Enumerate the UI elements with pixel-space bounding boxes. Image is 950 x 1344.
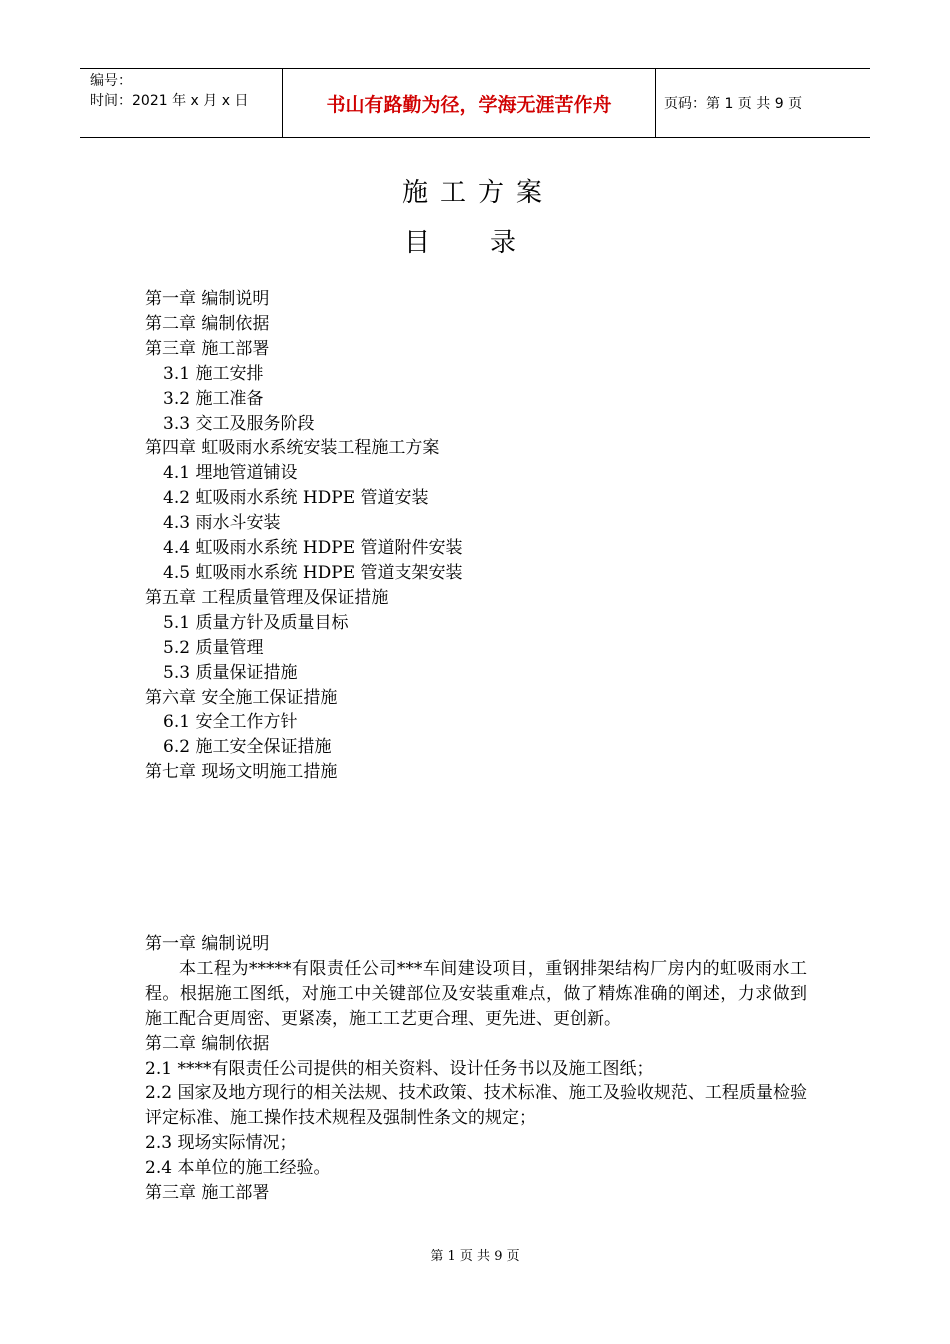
toc-subitem: 4.3 雨水斗安装 — [163, 513, 281, 534]
paragraph: 本工程为*****有限责任公司***车间建设项目，重钢排架结构厂房内的虹吸雨水工程。根据施工图纸，对施工中关键部位及安装重难点，做了精炼准确的阐述，力求做到施工配合更周密、更紧凑，施工工艺更合理、更先进、更创新。 — [145, 958, 807, 1029]
page-header — [80, 68, 870, 138]
list-item: 2.1 ****有限责任公司提供的相关资料、设计任务书以及施工图纸； — [145, 1058, 654, 1079]
chapter-heading: 第三章 施工部署 — [145, 1183, 270, 1204]
toc-title: 目录 — [403, 228, 576, 258]
toc-subitem: 4.5 虹吸雨水系统 HDPE 管道支架安装 — [163, 562, 463, 583]
header-motto: 书山有路勤为径，学海无涯苦作舟 — [282, 69, 656, 137]
list-item: 2.2 国家及地方现行的相关法规、技术政策、技术标准、施工及验收规范、工程质量检验评定标准、施工操作技术规程及强制性条文的规定； — [145, 1083, 807, 1129]
document-body — [145, 932, 807, 1206]
toc-item: 第三章 施工部署 — [145, 338, 270, 359]
toc-subitem: 6.2 施工安全保证措施 — [163, 737, 332, 758]
table-of-contents — [145, 287, 463, 785]
list-item: 2.4 本单位的施工经验。 — [145, 1158, 331, 1179]
header-meta — [90, 71, 282, 111]
header-page-label: 页码：第 1 页 共 9 页 — [664, 96, 803, 112]
document-number-label: 编号： — [90, 73, 132, 89]
toc-item: 第七章 现场文明施工措施 — [145, 762, 338, 783]
page-footer: 第 1 页 共 9 页 — [430, 1249, 520, 1264]
toc-subitem: 5.3 质量保证措施 — [163, 662, 298, 683]
toc-subitem: 4.4 虹吸雨水系统 HDPE 管道附件安装 — [163, 538, 463, 559]
document-time-label: 时间：2021 年 x 月 x 日 — [90, 93, 249, 109]
chapter-heading: 第一章 编制说明 — [145, 934, 270, 954]
toc-subitem: 3.1 施工安排 — [163, 363, 264, 384]
toc-item: 第六章 安全施工保证措施 — [145, 687, 338, 708]
document-title: 施工方案 — [401, 178, 554, 208]
toc-subitem: 4.1 埋地管道铺设 — [163, 463, 298, 484]
toc-subitem: 3.2 施工准备 — [163, 388, 264, 409]
toc-item: 第四章 虹吸雨水系统安装工程施工方案 — [145, 438, 440, 459]
toc-subitem: 4.2 虹吸雨水系统 HDPE 管道安装 — [163, 488, 429, 509]
toc-item: 第二章 编制依据 — [145, 313, 270, 334]
toc-subitem: 3.3 交工及服务阶段 — [163, 413, 315, 434]
toc-subitem: 5.1 质量方针及质量目标 — [163, 612, 349, 633]
chapter-heading: 第二章 编制依据 — [145, 1033, 270, 1054]
list-item: 2.3 现场实际情况； — [145, 1133, 297, 1154]
toc-subitem: 5.2 质量管理 — [163, 637, 264, 658]
toc-subitem: 6.1 安全工作方针 — [163, 712, 298, 733]
toc-item: 第一章 编制说明 — [145, 289, 270, 309]
toc-item: 第五章 工程质量管理及保证措施 — [145, 587, 389, 608]
